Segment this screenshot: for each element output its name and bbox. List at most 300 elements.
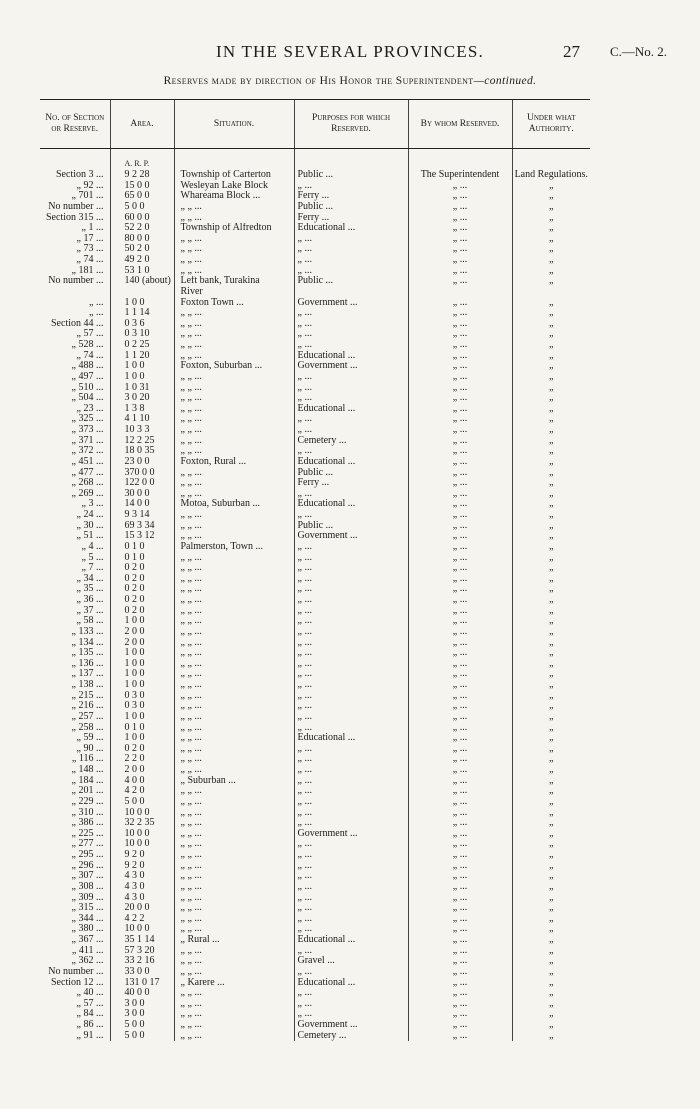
cell-reserved-by: „ ... — [408, 967, 512, 978]
cell-reserved-by: „ ... — [408, 978, 512, 989]
subtitle-suffix: —continued. — [473, 75, 537, 87]
cell-section: „ 135 ... — [71, 648, 104, 659]
cell-purpose: „ ... — [294, 914, 408, 925]
cell-purpose: „ ... — [294, 765, 408, 776]
cell-area — [110, 287, 174, 298]
cell-area: 1 0 0 — [110, 712, 174, 723]
cell-purpose: „ ... — [294, 882, 408, 893]
cell-situation: Township of Carterton — [174, 170, 294, 181]
cell-reserved-by: „ ... — [408, 839, 512, 850]
cell-reserved-by: „ ... — [408, 372, 512, 383]
cell-area: 23 0 0 — [110, 457, 174, 468]
cell-purpose: „ ... — [294, 659, 408, 670]
column-header-authority: Under what Authority. — [512, 100, 590, 149]
cell-area: 10 3 3 — [110, 425, 174, 436]
cell-section: „ 86 ... — [76, 1020, 104, 1030]
cell-authority: „ — [512, 797, 590, 808]
cell-section: „ 7 ... — [81, 563, 104, 574]
cell-authority: „ — [512, 669, 590, 680]
cell-authority: „ — [512, 946, 590, 957]
cell-authority: „ — [512, 510, 590, 521]
cell-area: 10 0 0 — [110, 808, 174, 819]
cell-authority: „ — [512, 861, 590, 872]
cell-situation: „ „ ... — [174, 308, 294, 319]
cell-area: 0 3 10 — [110, 329, 174, 340]
cell-authority: „ — [512, 542, 590, 553]
cell-area: 10 0 0 — [110, 924, 174, 935]
table-row — [40, 967, 590, 978]
table-row — [40, 553, 590, 564]
cell-area: 2 2 0 — [110, 754, 174, 765]
cell-reserved-by: „ ... — [408, 818, 512, 829]
cell-section: „ 310 ... — [71, 807, 104, 818]
table-row — [40, 691, 590, 702]
table-row — [40, 298, 590, 309]
area-units-row — [40, 158, 590, 170]
cell-section: „ 325 ... — [71, 414, 104, 425]
cell-section: „ 1 ... — [81, 223, 104, 234]
cell-situation: Township of Alfredton — [174, 223, 294, 234]
table-row — [40, 308, 590, 319]
table-row — [40, 893, 590, 904]
cell-section: „ 57 ... — [76, 329, 104, 340]
cell-reserved-by: „ ... — [408, 213, 512, 224]
cell-purpose: „ ... — [294, 446, 408, 457]
cell-area: 4 2 0 — [110, 786, 174, 797]
cell-section: „ 451 ... — [71, 456, 104, 467]
cell-situation: „ „ ... — [174, 372, 294, 383]
cell-area: 0 3 0 — [110, 701, 174, 712]
table-row — [40, 903, 590, 914]
cell-situation: „ „ ... — [174, 924, 294, 935]
cell-situation: „ „ ... — [174, 329, 294, 340]
cell-area: 52 2 0 — [110, 223, 174, 234]
cell-reserved-by: „ ... — [408, 244, 512, 255]
cell-situation: „ „ ... — [174, 244, 294, 255]
cell-reserved-by: „ ... — [408, 861, 512, 872]
cell-situation: „ „ ... — [174, 213, 294, 224]
cell-reserved-by: „ ... — [408, 648, 512, 659]
cell-purpose: „ ... — [294, 372, 408, 383]
cell-situation: Whareama Block ... — [174, 191, 294, 202]
cell-reserved-by: „ ... — [408, 871, 512, 882]
cell-area: 5 0 0 — [110, 797, 174, 808]
cell-area: 12 2 25 — [110, 436, 174, 447]
cell-authority: „ — [512, 223, 590, 234]
cell-authority: „ — [512, 574, 590, 585]
cell-situation: „ „ ... — [174, 340, 294, 351]
cell-authority: „ — [512, 329, 590, 340]
cell-situation: „ „ ... — [174, 733, 294, 744]
cell-area: 0 2 0 — [110, 595, 174, 606]
cell-purpose: Educational ... — [294, 935, 408, 946]
cell-authority: „ — [512, 404, 590, 415]
cell-purpose: „ ... — [294, 553, 408, 564]
cell-purpose: „ ... — [294, 946, 408, 957]
cell-section: „ 201 ... — [71, 786, 104, 797]
table-row — [40, 213, 590, 224]
cell-reserved-by: „ ... — [408, 446, 512, 457]
cell-reserved-by: „ ... — [408, 1020, 512, 1031]
cell-situation: „ „ ... — [174, 648, 294, 659]
cell-section: „ 74 ... — [76, 350, 104, 361]
cell-situation: „ „ ... — [174, 999, 294, 1010]
cell-situation: „ „ ... — [174, 1031, 294, 1042]
cell-authority: „ — [512, 213, 590, 224]
area-units-label: A. R. P. — [110, 158, 174, 170]
table-subtitle — [0, 75, 700, 87]
cell-purpose: „ ... — [294, 574, 408, 585]
cell-reserved-by: „ ... — [408, 255, 512, 266]
cell-authority: Land Regulations. — [512, 170, 590, 181]
cell-section: „ 386 ... — [71, 818, 104, 829]
cell-purpose: Public ... — [294, 521, 408, 532]
cell-authority: „ — [512, 988, 590, 999]
table-row — [40, 531, 590, 542]
cell-section: „ 309 ... — [71, 892, 104, 903]
cell-reserved-by: „ ... — [408, 319, 512, 330]
cell-authority: „ — [512, 914, 590, 925]
cell-authority: „ — [512, 956, 590, 967]
cell-situation: „ „ ... — [174, 319, 294, 330]
cell-reserved-by: „ ... — [408, 627, 512, 638]
cell-section: „ 59 ... — [76, 733, 104, 744]
cell-purpose: „ ... — [294, 903, 408, 914]
cell-authority: „ — [512, 733, 590, 744]
cell-reserved-by: „ ... — [408, 531, 512, 542]
cell-situation: „ Suburban ... — [174, 776, 294, 787]
cell-reserved-by: „ ... — [408, 616, 512, 627]
cell-section: „ 269 ... — [71, 488, 104, 499]
cell-purpose: „ ... — [294, 181, 408, 192]
cell-section: „ 4 ... — [81, 541, 104, 552]
cell-section: „ 23 ... — [76, 403, 104, 414]
cell-section: „ 30 ... — [76, 520, 104, 531]
cell-purpose: „ ... — [294, 627, 408, 638]
cell-reserved-by: „ ... — [408, 935, 512, 946]
cell-section: „ 371 ... — [71, 435, 104, 446]
cell-situation: „ „ ... — [174, 436, 294, 447]
cell-situation: „ „ ... — [174, 680, 294, 691]
table-row — [40, 574, 590, 585]
cell-authority: „ — [512, 765, 590, 776]
table-row — [40, 946, 590, 957]
cell-reserved-by: „ ... — [408, 510, 512, 521]
page-number: 27 — [563, 42, 580, 61]
table-row — [40, 584, 590, 595]
cell-reserved-by: „ ... — [408, 563, 512, 574]
cell-purpose: Cemetery ... — [294, 1031, 408, 1042]
cell-purpose: Government ... — [294, 829, 408, 840]
cell-reserved-by: „ ... — [408, 733, 512, 744]
cell-authority: „ — [512, 829, 590, 840]
cell-section: „ 90 ... — [76, 743, 104, 754]
table-row — [40, 489, 590, 500]
cell-reserved-by: „ ... — [408, 574, 512, 585]
cell-section: „ 133 ... — [71, 626, 104, 637]
cell-section: „ 510 ... — [71, 382, 104, 393]
cell-purpose: „ ... — [294, 563, 408, 574]
cell-area: 5 0 0 — [110, 202, 174, 213]
cell-reserved-by: „ ... — [408, 298, 512, 309]
cell-purpose: „ ... — [294, 871, 408, 882]
cell-authority: „ — [512, 1031, 590, 1042]
cell-reserved-by: „ ... — [408, 765, 512, 776]
cell-area: 2 0 0 — [110, 638, 174, 649]
cell-situation: Foxton, Rural ... — [174, 457, 294, 468]
cell-area: 0 2 0 — [110, 574, 174, 585]
cell-purpose: „ ... — [294, 329, 408, 340]
cell-reserved-by: „ ... — [408, 956, 512, 967]
table-row — [40, 659, 590, 670]
cell-area: 0 2 0 — [110, 563, 174, 574]
cell-section: „ 528 ... — [71, 340, 104, 350]
table-row — [40, 1009, 590, 1020]
cell-section: „ 268 ... — [71, 478, 104, 489]
cell-situation: „ „ ... — [174, 606, 294, 617]
cell-authority: „ — [512, 361, 590, 372]
table-row — [40, 988, 590, 999]
table-row — [40, 468, 590, 479]
cell-purpose: Government ... — [294, 298, 408, 309]
cell-section: No number ... — [48, 276, 104, 287]
cell-situation: „ „ ... — [174, 478, 294, 489]
cell-reserved-by: The Superintendent — [408, 170, 512, 181]
table-row — [40, 701, 590, 712]
cell-purpose: „ ... — [294, 340, 408, 351]
cell-situation: „ „ ... — [174, 1009, 294, 1020]
cell-area: 0 1 0 — [110, 542, 174, 553]
table-row — [40, 329, 590, 340]
table-row — [40, 818, 590, 829]
cell-situation: „ „ ... — [174, 797, 294, 808]
cell-purpose: „ ... — [294, 595, 408, 606]
cell-area: 3 0 20 — [110, 393, 174, 404]
cell-area: 2 0 0 — [110, 765, 174, 776]
cell-purpose: Government ... — [294, 361, 408, 372]
cell-situation: „ „ ... — [174, 956, 294, 967]
cell-section: No number ... — [48, 966, 104, 977]
cell-authority: „ — [512, 383, 590, 394]
table-row — [40, 255, 590, 266]
cell-purpose: Ferry ... — [294, 213, 408, 224]
cell-reserved-by: „ ... — [408, 191, 512, 202]
cell-reserved-by: „ ... — [408, 712, 512, 723]
cell-purpose: „ ... — [294, 616, 408, 627]
cell-purpose: „ ... — [294, 319, 408, 330]
cell-authority: „ — [512, 786, 590, 797]
cell-authority: „ — [512, 903, 590, 914]
cell-situation: „ „ ... — [174, 659, 294, 670]
cell-section: „ 116 ... — [71, 754, 104, 765]
cell-purpose: Educational ... — [294, 223, 408, 234]
cell-area: 4 3 0 — [110, 871, 174, 882]
table-row — [40, 244, 590, 255]
cell-reserved-by: „ ... — [408, 340, 512, 351]
cell-purpose: Ferry ... — [294, 478, 408, 489]
cell-situation: „ „ ... — [174, 967, 294, 978]
cell-section: „ 380 ... — [71, 924, 104, 935]
cell-purpose: Cemetery ... — [294, 436, 408, 447]
cell-reserved-by: „ ... — [408, 776, 512, 787]
cell-area: 0 3 0 — [110, 691, 174, 702]
cell-situation: „ „ ... — [174, 839, 294, 850]
cell-section: „ 216 ... — [71, 701, 104, 712]
cell-authority: „ — [512, 202, 590, 213]
table-row — [40, 956, 590, 967]
table-row — [40, 754, 590, 765]
cell-situation: „ Rural ... — [174, 935, 294, 946]
cell-reserved-by: „ ... — [408, 542, 512, 553]
cell-situation: „ „ ... — [174, 627, 294, 638]
cell-area: 140 (about) — [110, 276, 174, 287]
cell-reserved-by: „ ... — [408, 797, 512, 808]
cell-reserved-by: „ ... — [408, 1009, 512, 1020]
cell-area: 0 2 0 — [110, 744, 174, 755]
cell-situation: „ „ ... — [174, 701, 294, 712]
table-row — [40, 829, 590, 840]
cell-purpose: „ ... — [294, 967, 408, 978]
cell-situation: „ „ ... — [174, 818, 294, 829]
cell-section: „ 488 ... — [71, 361, 104, 372]
cell-section: „ 138 ... — [71, 680, 104, 690]
cell-situation: Wesleyan Lake Block — [174, 181, 294, 192]
cell-purpose: Educational ... — [294, 733, 408, 744]
cell-authority: „ — [512, 563, 590, 574]
cell-area: 35 1 14 — [110, 935, 174, 946]
table-row — [40, 510, 590, 521]
table-row — [40, 606, 590, 617]
cell-purpose: Public ... — [294, 276, 408, 287]
table-row — [40, 733, 590, 744]
cell-purpose: „ ... — [294, 999, 408, 1010]
cell-purpose: „ ... — [294, 776, 408, 787]
cell-authority: „ — [512, 882, 590, 893]
cell-purpose: „ ... — [294, 393, 408, 404]
cell-authority: „ — [512, 319, 590, 330]
table-row — [40, 627, 590, 638]
cell-section: Section 44 ... — [51, 318, 104, 329]
cell-reserved-by — [408, 287, 512, 298]
cell-area: 60 0 0 — [110, 213, 174, 224]
cell-purpose — [294, 287, 408, 298]
cell-authority: „ — [512, 372, 590, 383]
cell-authority: „ — [512, 818, 590, 829]
cell-section: „ 257 ... — [71, 711, 104, 722]
cell-purpose: Educational ... — [294, 457, 408, 468]
cell-section: „ 184 ... — [71, 775, 104, 786]
cell-situation: „ „ ... — [174, 754, 294, 765]
cell-reserved-by: „ ... — [408, 638, 512, 649]
cell-purpose: Ferry ... — [294, 191, 408, 202]
cell-purpose: „ ... — [294, 839, 408, 850]
cell-area: 49 2 0 — [110, 255, 174, 266]
cell-area: 1 0 31 — [110, 383, 174, 394]
cell-area: 5 0 0 — [110, 1020, 174, 1031]
cell-reserved-by: „ ... — [408, 468, 512, 479]
table-row — [40, 1020, 590, 1031]
cell-section: „ 74 ... — [76, 255, 104, 265]
cell-authority: „ — [512, 691, 590, 702]
cell-authority: „ — [512, 638, 590, 649]
cell-authority: „ — [512, 468, 590, 479]
table-row — [40, 361, 590, 372]
cell-reserved-by: „ ... — [408, 1031, 512, 1042]
cell-authority: „ — [512, 191, 590, 202]
cell-reserved-by: „ ... — [408, 786, 512, 797]
cell-reserved-by: „ ... — [408, 521, 512, 532]
cell-area: 69 3 34 — [110, 521, 174, 532]
table-row — [40, 521, 590, 532]
table-row — [40, 765, 590, 776]
cell-area: 9 3 14 — [110, 510, 174, 521]
cell-area: 80 0 0 — [110, 234, 174, 245]
cell-authority: „ — [512, 351, 590, 362]
table-row — [40, 372, 590, 383]
cell-area: 15 3 12 — [110, 531, 174, 542]
cell-situation: Foxton, Suburban ... — [174, 361, 294, 372]
cell-area: 1 0 0 — [110, 680, 174, 691]
cell-area: 53 1 0 — [110, 266, 174, 277]
cell-area: 15 0 0 — [110, 181, 174, 192]
cell-area: 1 3 8 — [110, 404, 174, 415]
table-row — [40, 638, 590, 649]
cell-authority: „ — [512, 659, 590, 670]
cell-area: 20 0 0 — [110, 903, 174, 914]
cell-area: 33 0 0 — [110, 967, 174, 978]
cell-section: „ 477 ... — [71, 467, 104, 478]
cell-authority: „ — [512, 521, 590, 532]
cell-authority — [512, 287, 590, 298]
cell-reserved-by: „ ... — [408, 924, 512, 935]
table-row — [40, 191, 590, 202]
cell-purpose: „ ... — [294, 255, 408, 266]
cell-situation: „ „ ... — [174, 744, 294, 755]
cell-situation: „ „ ... — [174, 829, 294, 840]
cell-reserved-by: „ ... — [408, 754, 512, 765]
table-row — [40, 723, 590, 734]
cell-situation: „ „ ... — [174, 638, 294, 649]
cell-reserved-by: „ ... — [408, 584, 512, 595]
cell-purpose: „ ... — [294, 723, 408, 734]
cell-situation: „ „ ... — [174, 202, 294, 213]
cell-situation: „ „ ... — [174, 468, 294, 479]
cell-section: „ 17 ... — [76, 233, 104, 244]
cell-area: 9 2 0 — [110, 850, 174, 861]
table-row — [40, 595, 590, 606]
cell-situation: „ „ ... — [174, 425, 294, 436]
cell-reserved-by: „ ... — [408, 903, 512, 914]
cell-reserved-by: „ ... — [408, 393, 512, 404]
cell-authority: „ — [512, 871, 590, 882]
cell-situation: „ Karere ... — [174, 978, 294, 989]
table-row — [40, 351, 590, 362]
reserves-table — [40, 99, 590, 1041]
cell-section: „ 362 ... — [71, 956, 104, 967]
cell-section: „ 92 ... — [76, 180, 104, 191]
cell-authority: „ — [512, 446, 590, 457]
cell-section: „ 5 ... — [81, 552, 104, 563]
cell-section: Section 12 ... — [51, 977, 104, 988]
cell-section: „ 136 ... — [71, 658, 104, 669]
cell-purpose: „ ... — [294, 383, 408, 394]
cell-reserved-by: „ ... — [408, 723, 512, 734]
cell-situation: „ „ ... — [174, 574, 294, 585]
cell-authority: „ — [512, 499, 590, 510]
table-row — [40, 446, 590, 457]
cell-section: „ 40 ... — [76, 988, 104, 999]
table-row — [40, 202, 590, 213]
